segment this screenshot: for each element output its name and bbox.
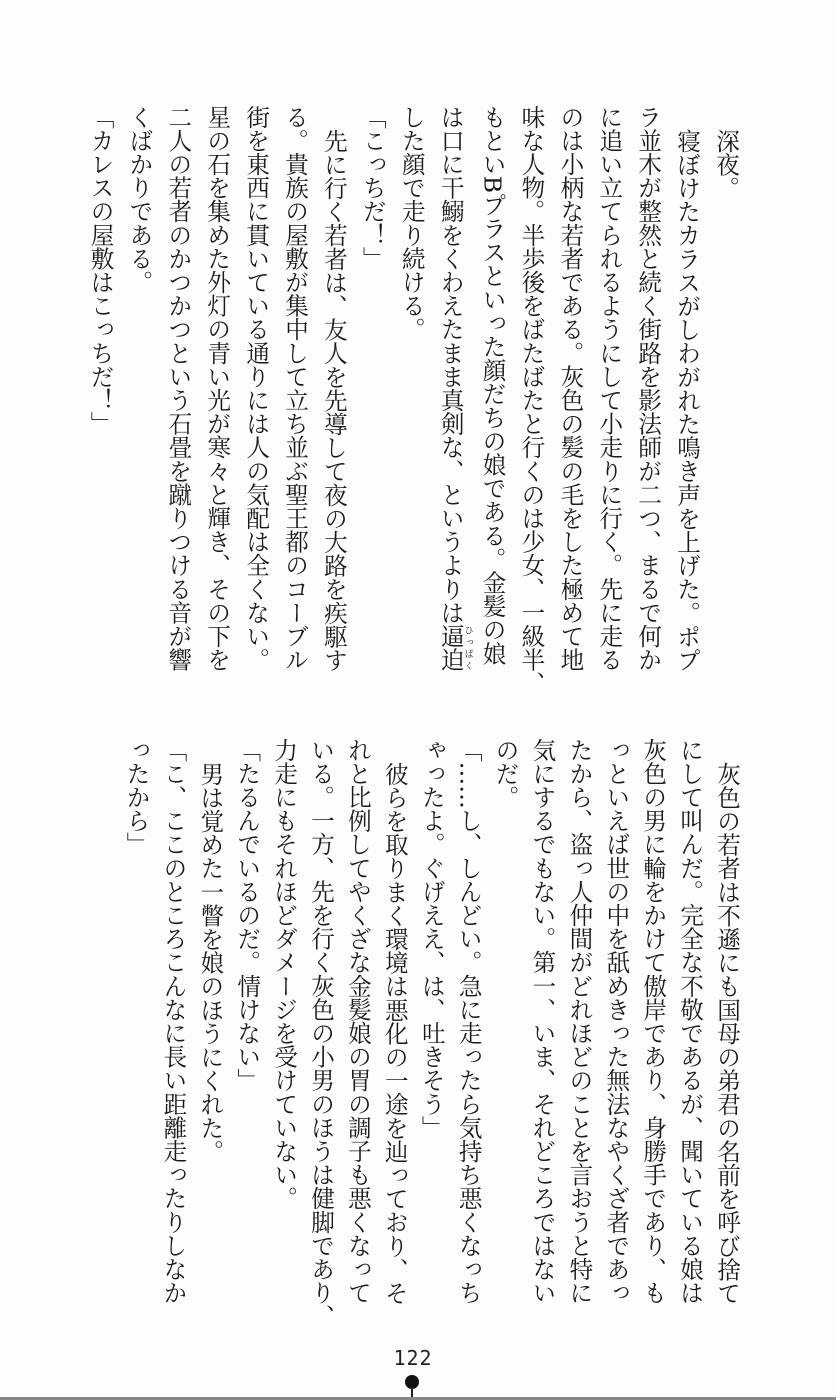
text-column [158,105,197,705]
column-text: のは小柄な若者である。灰色の髪の毛をした極めて地 [556,105,585,672]
text-column [275,105,314,705]
text-column [191,738,228,1338]
page-number: 122 [393,1346,433,1370]
text-column [376,738,413,1338]
text-column [302,738,339,1338]
text-column [265,738,302,1338]
text-column [353,105,392,705]
column-text: 「……し、しんどい。急に走ったら気持ち悪くなっち [454,738,483,1305]
text-column [118,738,155,1338]
column-text: 味な人物。半歩後をばたばたと行くのは少女、一級半、 [517,105,546,695]
text-column [634,738,671,1338]
column-text: 「こ、ここのところこんなに長い距離走ったりしなか [159,738,188,1305]
column-text: ったから」 [122,738,151,856]
text-column [450,738,487,1338]
text-column [560,738,597,1338]
column-text: たから、盗っ人仲間がどれほどのことを言おうと特に [565,738,594,1305]
text-column [236,105,275,705]
column-text: 先に行く若者は、友人を先導して夜の大路を疾駆す [319,128,348,672]
column-text: に追い立てられるようにして小走りに行く。先に走る [595,105,624,672]
text-column [487,738,524,1338]
column-text: くばかりである。 [125,105,154,294]
ruby-base: 逼迫 [436,624,465,672]
column-text: 深夜。 [712,128,740,200]
column-text: ゃったよ。ぐげええ、は、吐きそう」 [417,738,446,1140]
column-text: る。貴族の屋敷が集中して立ち並ぶ聖王都のコーブル [281,105,310,672]
text-column [597,738,634,1338]
ruby-reading: ひっぱく [462,624,473,672]
column-text: れと比例してやくざな金髪娘の胃の調子も悪くなって [343,738,372,1305]
column-text: もといBプラスといった顔だちの娘である。金髪の娘 [478,105,507,666]
text-column [589,105,628,705]
column-text: にして叫んだ。完全な不敬であるが、聞いている娘は [676,738,705,1305]
upper-text-block [81,105,745,705]
column-text: ラ並木が整然と続く街路を影法師が二つ、まるで何か [634,105,663,672]
column-text: 男は覚めた一瞥を娘のほうにくれた。 [196,761,225,1163]
column-text: 寝ぼけたカラスがしわがれた鳴き声を上げた。ポプ [673,128,702,672]
text-column [512,105,551,705]
column-text: 二人の若者のかつかつという石畳を蹴りつける音が響 [164,105,193,672]
column-text: 「たるんでいるのだ。情けない」 [233,738,262,1092]
column-text: 街を東西に貫いている通りには人の気配は全くない。 [242,105,271,672]
text-column [431,105,473,705]
column-text: 気にするでもない。第一、いま、それどころではない [528,738,557,1305]
column-text: 灰色の男に輪をかけて傲岸であり、身勝手であり、も [639,738,668,1305]
ruby-annotated-word [436,624,473,672]
text-column [473,105,512,705]
text-column [413,738,450,1338]
text-column [120,105,159,705]
column-text: 彼らを取りまく環境は悪化の一途を辿っており、そ [380,761,409,1305]
text-column [314,105,353,705]
column-text: っといえば世の中を舐めきった無法なやくざ者であっ [602,738,631,1305]
text-column [392,105,431,705]
text-column [667,105,706,705]
column-text: 灰色の若者は不遜にも国母の弟君の名前を呼び捨て [713,761,741,1305]
text-column [339,738,376,1338]
column-text: いる。一方、先を行く灰色の小男のほうは健脚であり、 [307,738,336,1328]
text-column [524,738,561,1338]
column-text: は口に干鰯をくわえたまま真剣な、というよりは [436,105,465,625]
lower-text-block [118,738,745,1338]
column-text: 「こっちだ！」 [358,105,387,271]
text-column [671,738,708,1338]
text-column [628,105,667,705]
text-column [81,105,120,705]
column-text: 「カレスの屋敷はこっちだ！」 [86,105,115,436]
text-column [197,105,236,705]
text-column [550,105,589,705]
column-text: した顔で走り続ける。 [397,105,426,341]
text-column [228,738,265,1338]
text-column [706,105,745,705]
column-text: のだ。 [491,738,520,809]
column-text: 力走にもそれほどダメージを受けていない。 [270,738,299,1210]
text-column [155,738,192,1338]
column-text: 星の石を集めた外灯の青い光が寒々と輝き、その下を [203,105,232,672]
text-column [708,738,745,1338]
